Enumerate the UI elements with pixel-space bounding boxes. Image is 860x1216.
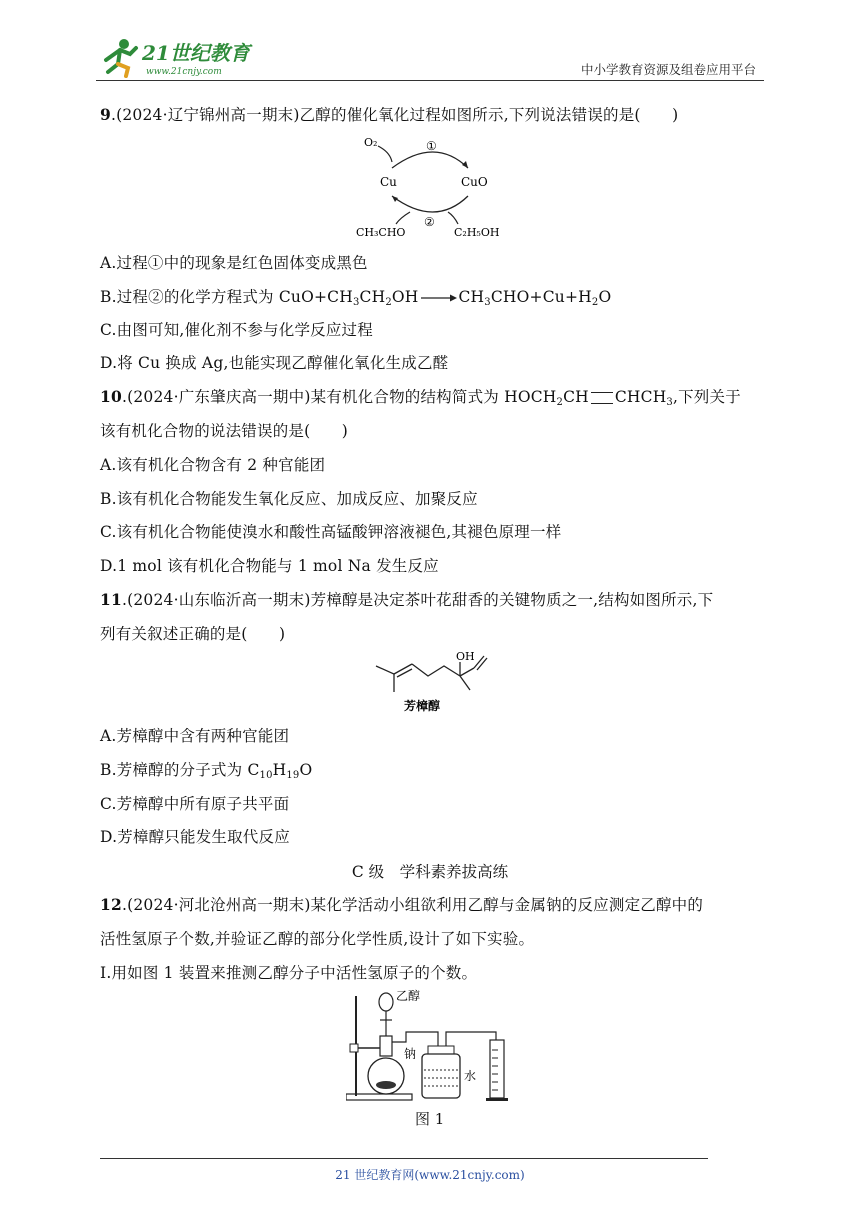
linalool-caption: 芳樟醇 bbox=[404, 699, 441, 713]
q9-option-a: A.过程①中的现象是红色固体变成黑色 bbox=[100, 254, 368, 272]
q12-stem-line2: 活性氢原子个数,并验证乙醇的部分化学性质,设计了如下实验。 bbox=[100, 930, 535, 948]
q9-stem: 9.(2024·辽宁锦州高一期末)乙醇的催化氧化过程如图所示,下列说法错误的是( ) bbox=[100, 105, 679, 124]
footer-link[interactable]: 21 世纪教育网(www.21cnjy.com) bbox=[335, 1168, 525, 1182]
q11-option-a: A.芳樟醇中含有两种官能团 bbox=[100, 727, 290, 745]
q11-stem-line2: 列有关叙述正确的是( ) bbox=[100, 625, 286, 643]
header-divider bbox=[96, 80, 764, 81]
q10-option-d: D.1 mol 该有机化合物能与 1 mol Na 发生反应 bbox=[100, 557, 439, 575]
c2h5oh-label: C₂H₅OH bbox=[454, 226, 500, 239]
o2-label: O₂ bbox=[364, 136, 378, 149]
svg-text:21世纪教育: 21世纪教育 bbox=[142, 41, 250, 65]
footer-divider bbox=[100, 1158, 708, 1159]
section-heading: C 级 学科素养拔高练 bbox=[351, 863, 509, 881]
water-label: 水 bbox=[464, 1069, 477, 1083]
reaction-arrow-icon bbox=[419, 292, 459, 304]
q9-cycle-diagram bbox=[350, 132, 520, 240]
q11-option-c: C.芳樟醇中所有原子共平面 bbox=[100, 795, 290, 813]
q12-stem-line1: 12.(2024·河北沧州高一期末)某化学活动小组欲利用乙醇与金属钠的反应测定乙醇中的 bbox=[100, 895, 704, 914]
runner-icon bbox=[106, 39, 136, 76]
linalool-structure bbox=[370, 648, 490, 716]
q9-option-d: D.将 Cu 换成 Ag,也能实现乙醇催化氧化生成乙醛 bbox=[100, 354, 449, 372]
ch3cho-label: CH₃CHO bbox=[356, 226, 406, 239]
q10-option-b: B.该有机化合物能发生氧化反应、加成反应、加聚反应 bbox=[100, 490, 478, 508]
q9-option-c: C.由图可知,催化剂不参与化学反应过程 bbox=[100, 321, 373, 339]
step2-label: ② bbox=[424, 215, 435, 229]
oh-label: OH bbox=[456, 650, 475, 663]
q11-option-d: D.芳樟醇只能发生取代反应 bbox=[100, 828, 290, 846]
q9-option-b: B.过程②的化学方程式为 $CuO+CH_3CH_2OH$ $CH_3CHO+Cu+H_2O$ bbox=[100, 288, 612, 308]
cuo-label: CuO bbox=[461, 175, 488, 189]
ethanol-label: 乙醇 bbox=[396, 989, 421, 1003]
figure1-caption: 图 1 bbox=[415, 1110, 445, 1128]
site-logo bbox=[96, 36, 266, 80]
q10-stem-line1: 10.(2024·广东肇庆高一期中)某有机化合物的结构简式为 $HOCH_2CH$ $CHCH_3$,下列关于 bbox=[100, 387, 741, 408]
q10-option-a: A.该有机化合物含有 2 种官能团 bbox=[100, 456, 326, 474]
step1-label: ① bbox=[426, 139, 437, 153]
cu-label: Cu bbox=[380, 175, 397, 189]
q10-option-c: C.该有机化合物能使溴水和酸性高锰酸钾溶液褪色,其褪色原理一样 bbox=[100, 523, 562, 541]
apparatus-figure bbox=[346, 986, 516, 1104]
q11-option-b: B.芳樟醇的分子式为 $C_{10}H_{19}O$ bbox=[100, 761, 313, 781]
sodium-label: 钠 bbox=[404, 1047, 417, 1061]
q11-stem-line1: 11.(2024·山东临沂高一期末)芳樟醇是决定茶叶花甜香的关键物质之一,结构如图所示,下 bbox=[100, 590, 714, 609]
svg-text:www.21cnjy.com: www.21cnjy.com bbox=[146, 67, 222, 77]
platform-label: 中小学教育资源及组卷应用平台 bbox=[580, 62, 756, 77]
double-bond-icon bbox=[591, 392, 613, 404]
q10-stem-line2: 该有机化合物的说法错误的是( ) bbox=[100, 422, 348, 440]
q12-part1: Ⅰ.用如图 1 装置来推测乙醇分子中活性氢原子的个数。 bbox=[100, 964, 478, 982]
